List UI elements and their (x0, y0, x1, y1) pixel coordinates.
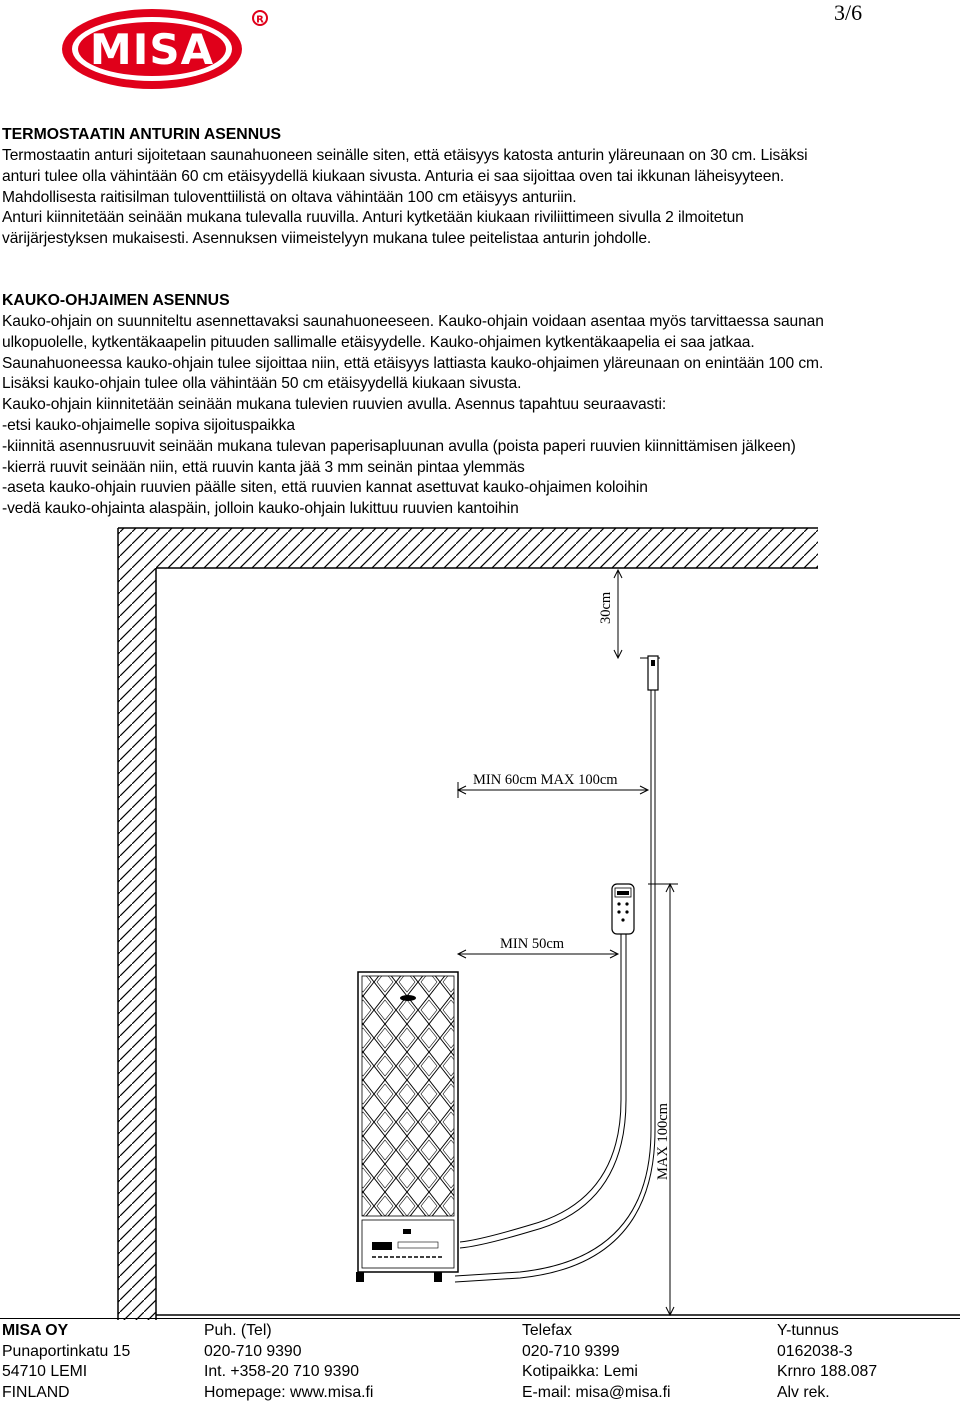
fax-label: Telefax (522, 1322, 573, 1339)
wall-and-ceiling (118, 528, 818, 1320)
dimension-30cm (598, 570, 660, 658)
text-line: Anturi kiinnitetään seinään mukana tulevalla ruuvilla. Anturi kytketään kiukaan riviliittimeen sivulla 2 ilmoitetun (2, 209, 744, 227)
sauna-heater (356, 972, 458, 1282)
misa-logo (56, 2, 276, 103)
trade-register: Krnro 188.087 (777, 1363, 878, 1381)
label-min50: MIN 50cm (500, 936, 565, 952)
footer (0, 1321, 960, 1404)
vat-registered: Alv rek. (777, 1383, 830, 1401)
page-number: 3/6 (834, 0, 863, 25)
text-line: värijärjestyksen mukaisesti. Asennuksen viimeistelyyn mukana tulee peitelistaa anturin johdolle. (2, 230, 652, 248)
text-line: ulkopuolelle, kytkentäkaapelin pituuden sallimalle etäisyydelle. Kauko-ohjaimen kytkentäkaapelia ei saa jatkaa. (2, 333, 755, 351)
footer-fax (522, 1321, 671, 1403)
company-name: MISA OY (2, 1322, 69, 1339)
phone-number: 020-710 9390 (204, 1342, 302, 1360)
phone-label: Puh. (Tel) (204, 1322, 272, 1339)
dimension-min60-max100 (458, 772, 648, 798)
country: FINLAND (2, 1383, 70, 1401)
text-line: -aseta kauko-ohjain ruuvien päälle siten, että ruuvien kannat asettuvat kauko-ohjaimen koloihin (2, 479, 648, 497)
label-min60-max100: MIN 60cm MAX 100cm (473, 772, 618, 788)
business-id: 0162038-3 (777, 1342, 853, 1360)
domicile: Kotipaikka: Lemi (522, 1363, 638, 1381)
email-link[interactable]: E-mail: misa@misa.fi (522, 1383, 671, 1401)
footer-phone (204, 1321, 373, 1403)
text-line: -kiinnitä asennusruuvit seinään mukana tulevan paperisapluunan avulla (poista paperi ruuvien kiinnittämisen jälkeen) (2, 437, 796, 455)
dimension-min50 (458, 936, 618, 958)
section-body-remote (2, 312, 957, 520)
thermostat-sensor (648, 656, 658, 690)
street-address: Punaportinkatu 15 (2, 1342, 131, 1360)
text-line: Lisäksi kauko-ohjain tulee olla vähintään 50 cm etäisyydellä kiukaan sivusta. (2, 375, 522, 393)
misa-logo-graphic (56, 2, 276, 98)
homepage-link[interactable]: Homepage: www.misa.fi (204, 1383, 374, 1401)
remote-cable (460, 934, 626, 1248)
text-line: -vedä kauko-ohjainta alaspäin, jolloin kauko-ohjain lukittuu ruuvien kantoihin (2, 500, 519, 518)
intl-phone: Int. +358-20 710 9390 (204, 1363, 360, 1381)
text-line: Saunahuoneessa kauko-ohjain tulee sijoittaa niin, että etäisyys lattiasta kauko-ohjaimen yläreunaan on enintään 100 cm. (2, 354, 824, 372)
section-title-thermostat: TERMOSTAATIN ANTURIN ASENNUS (2, 126, 282, 143)
footer-business-id (777, 1321, 877, 1403)
svg-text:MISA: MISA (89, 25, 215, 74)
business-id-label: Y-tunnus (777, 1322, 839, 1339)
svg-text:R: R (256, 14, 264, 26)
text-line: anturi tulee olla vähintään 60 cm etäisyydellä kiukaan sivusta. Anturia ei saa sijoittaa oven tai ikkunan läheisyyteen. (2, 167, 785, 185)
section-title-remote: KAUKO-OHJAIMEN ASENNUS (2, 292, 230, 309)
text-line: -etsi kauko-ohjaimelle sopiva sijoituspaikka (2, 416, 295, 434)
fax-number: 020-710 9399 (522, 1342, 620, 1360)
text-line: Termostaatin anturi sijoitetaan saunahuoneen seinälle siten, että etäisyys katosta anturin yläreunaan on 30 cm. Lisäksi (2, 147, 808, 164)
text-line: Kauko-ohjain kiinnitetään seinään mukana tulevien ruuvien avulla. Asennus tapahtuu seuraavasti: (2, 396, 667, 414)
installation-diagram (0, 520, 960, 1320)
postal-address: 54710 LEMI (2, 1363, 88, 1381)
dimension-max100 (648, 884, 678, 1315)
remote-control (612, 884, 634, 934)
label-30cm: 30cm (598, 591, 614, 624)
text-line: -kierrä ruuvit seinään niin, että ruuvin kanta jää 3 mm seinän pintaa ylemmäs (2, 458, 525, 476)
text-line: Kauko-ohjain on suunniteltu asennettavaksi saunahuoneeseen. Kauko-ohjain voidaan asentaa myös tarvittaessa saunan (2, 313, 824, 330)
label-max100: MAX 100cm (655, 1103, 671, 1180)
footer-rule (0, 1318, 960, 1319)
footer-company (2, 1321, 130, 1403)
section-body-thermostat (2, 146, 957, 250)
text-line: Mahdollisesta raitisilman tuloventtiilistä on oltava vähintään 100 cm etäisyys anturiin. (2, 188, 577, 206)
